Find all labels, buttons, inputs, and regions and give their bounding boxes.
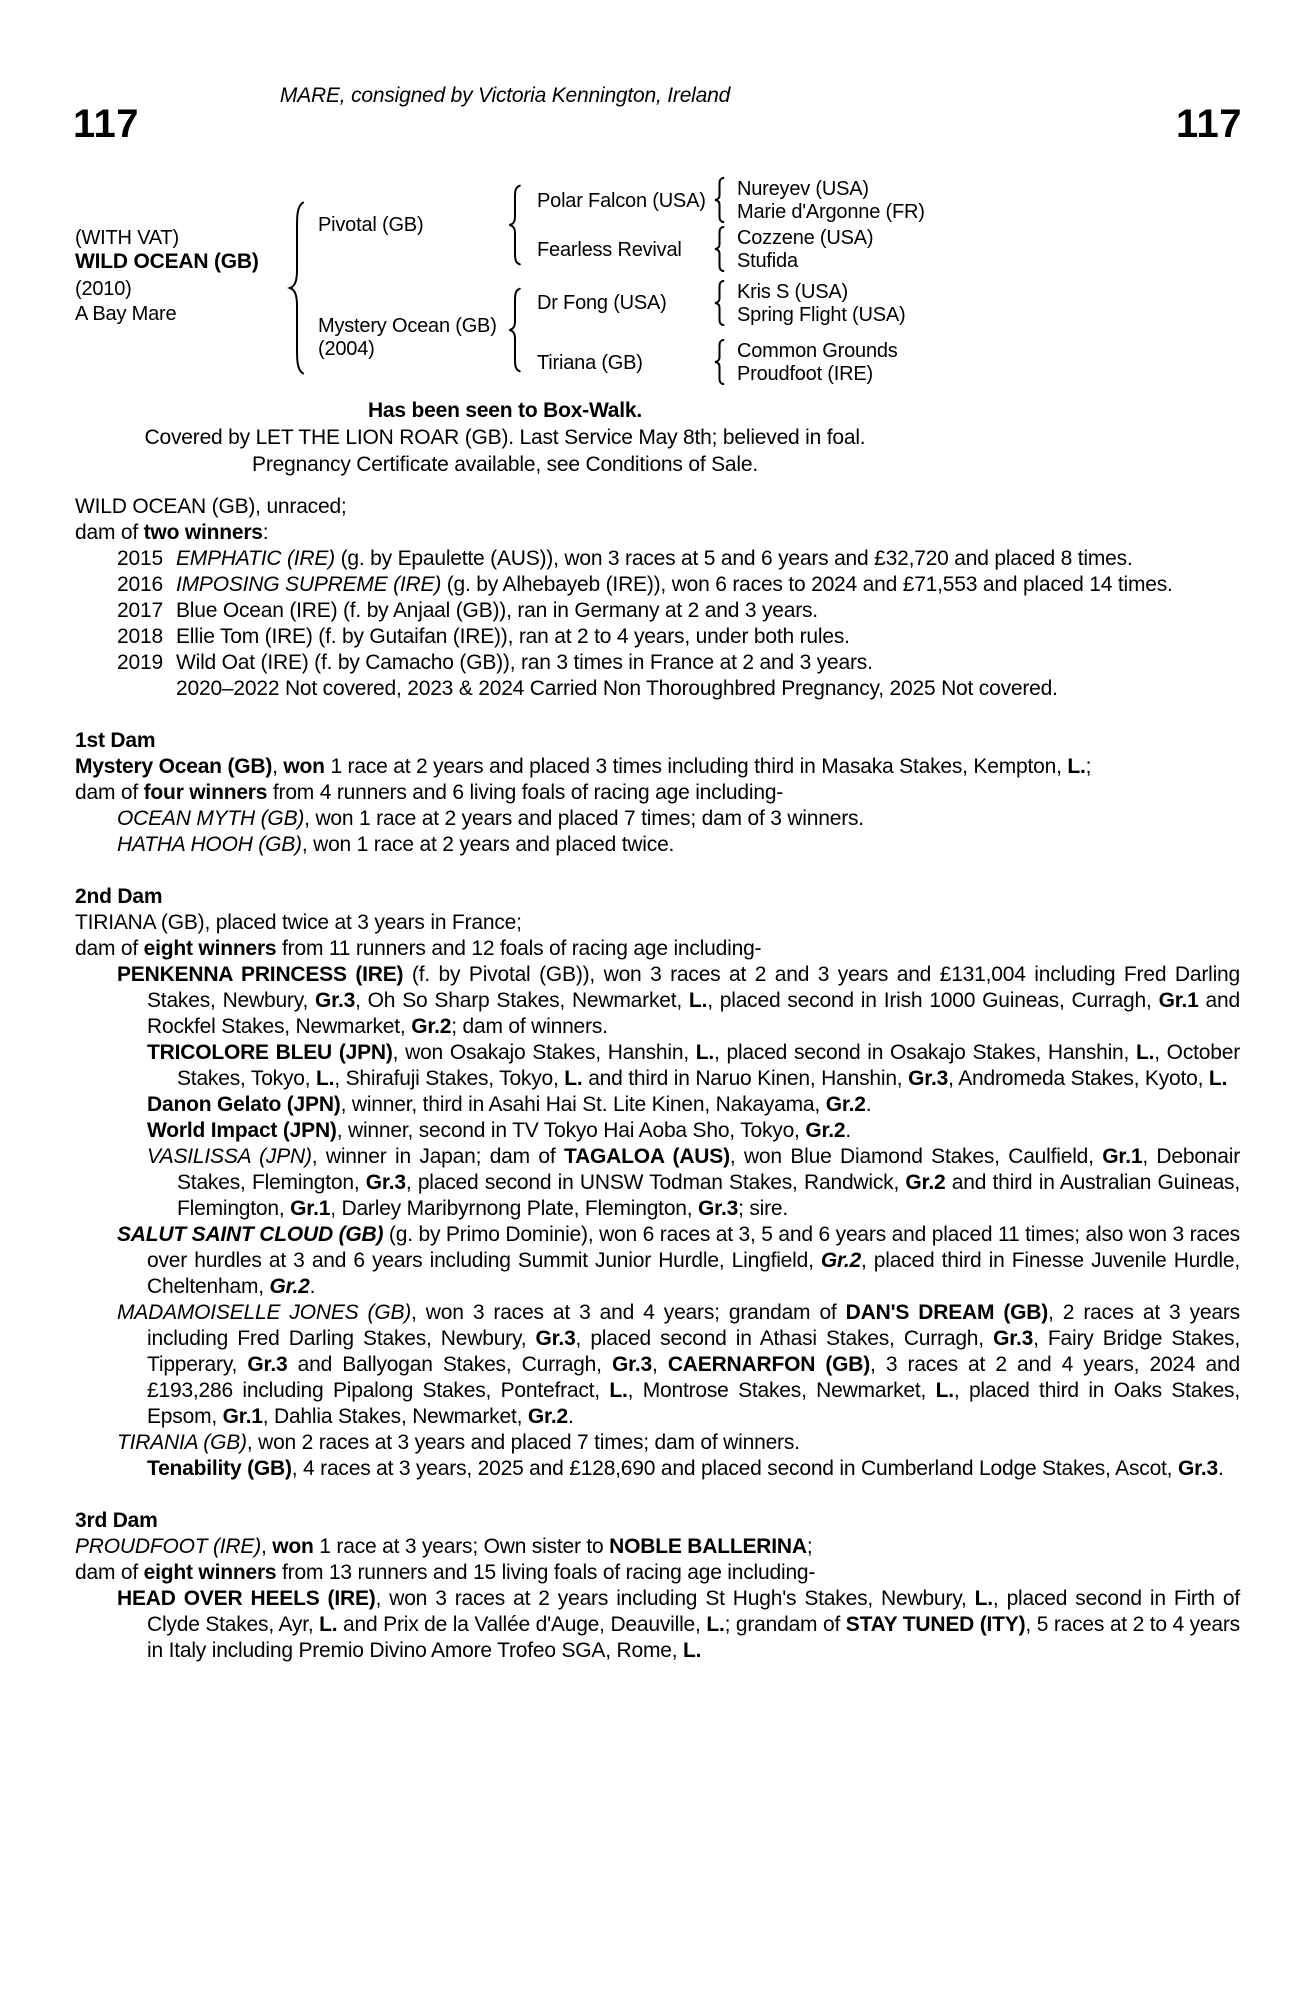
boxwalk-notice: Has been seen to Box-Walk.	[367, 399, 643, 422]
produce-year: 2016	[117, 573, 163, 596]
pedigree-text-paragraph: TRICOLORE BLEU (JPN), won Osakajo Stakes, Hanshin, L., placed second in Osakajo Stakes, Hanshin, L., October Stakes, Tokyo, L., Shirafuji Stakes, Tokyo, L. and third in Naruo Kinen, Hanshin, Gr.3, Andromeda Stakes, Kyoto, L.	[147, 1041, 1240, 1090]
pedigree-text-paragraph: dam of two winners:	[75, 521, 269, 544]
pedigree-gen3-name: Kris S (USA)	[737, 281, 848, 303]
lot-number-right: 117	[1175, 102, 1242, 146]
produce-text: Blue Ocean (IRE) (f. by Anjaal (GB)), ran in Germany at 2 and 3 years.	[176, 599, 818, 622]
pedigree-brace-dam	[507, 287, 523, 373]
pedigree-gen2-name: Tiriana (GB)	[537, 352, 643, 374]
produce-record-row	[75, 676, 1240, 702]
pedigree-sire: Pivotal (GB)	[318, 214, 424, 236]
pedigree-gen3-name: Marie d'Argonne (FR)	[737, 201, 925, 223]
catalogue-body	[75, 494, 1240, 1664]
produce-text: IMPOSING SUPREME (IRE) (g. by Alhebayeb (IRE)), won 6 races to 2024 and £71,553 and placed 14 times.	[176, 573, 1173, 596]
pedigree-brace-gen3	[713, 177, 726, 223]
sale-notices	[75, 397, 935, 478]
pedigree-text-paragraph: VASILISSA (JPN), winner in Japan; dam of TAGALOA (AUS), won Blue Diamond Stakes, Caulfield, Gr.1, Debonair Stakes, Flemington, Gr.3, placed second in UNSW Todman Stakes, Randwick, Gr.2 and third in Australian Guineas, Flemington, Gr.1, Darley Maribyrnong Plate, Flemington, Gr.3; sire.	[147, 1145, 1241, 1220]
pedigree-text-paragraph: TIRANIA (GB), won 2 races at 3 years and placed 7 times; dam of winners.	[117, 1431, 800, 1454]
pedigree-text-paragraph: HATHA HOOH (GB), won 1 race at 2 years and placed twice.	[117, 833, 675, 856]
pedigree-gen2-name: Dr Fong (USA)	[537, 292, 667, 314]
pedigree-text-paragraph: PENKENNA PRINCESS (IRE) (f. by Pivotal (GB)), won 3 races at 2 and 3 years and £131,004 including Fred Darling Stakes, Newbury, Gr.3, Oh So Sharp Stakes, Newmarket, L., placed second in Irish 1000 Guineas, Curragh, Gr.1 and Rockfel Stakes, Newmarket, Gr.2; dam of winners.	[117, 963, 1240, 1038]
produce-text: 2020–2022 Not covered, 2023 & 2024 Carried Non Thoroughbred Pregnancy, 2025 Not covered.	[176, 677, 1058, 700]
dam-heading: 2nd Dam	[75, 885, 163, 908]
produce-text: EMPHATIC (IRE) (g. by Epaulette (AUS)), won 3 races at 5 and 6 years and £32,720 and placed 8 times.	[176, 547, 1133, 570]
pedigree-gen2-name: Polar Falcon (USA)	[537, 190, 706, 212]
pedigree-brace-gen3	[713, 280, 726, 326]
dam-heading: 3rd Dam	[75, 1509, 158, 1532]
pregnancy-certificate-notice: Pregnancy Certificate available, see Conditions of Sale.	[252, 453, 758, 476]
produce-record-row	[75, 546, 1240, 572]
pedigree-text-paragraph: TIRIANA (GB), placed twice at 3 years in France;	[75, 911, 522, 934]
pedigree-text-paragraph: HEAD OVER HEELS (IRE), won 3 races at 2 years including St Hugh's Stakes, Newbury, L., placed second in Firth of Clyde Stakes, Ayr, L. and Prix de la Vallée d'Auge, Deauville, L.; grandam of STAY TUNED (ITY), 5 races at 2 to 4 years in Italy including Premio Divino Amore Trofeo SGA, Rome, L.	[117, 1587, 1240, 1662]
pedigree-text-paragraph: dam of four winners from 4 runners and 6 living foals of racing age including-	[75, 781, 784, 804]
consignor-line: MARE, consigned by Victoria Kennington, Ireland	[279, 84, 731, 107]
pedigree-text-paragraph: dam of eight winners from 11 runners and 12 foals of racing age including-	[75, 937, 762, 960]
lot-number-left: 117	[73, 102, 140, 146]
pedigree-text-paragraph: Danon Gelato (JPN), winner, third in Asahi Hai St. Lite Kinen, Nakayama, Gr.2.	[147, 1093, 872, 1116]
lot-name: WILD OCEAN (GB)	[75, 250, 259, 273]
produce-record-row	[75, 598, 1240, 624]
pedigree-gen3-name: Nureyev (USA)	[737, 178, 869, 200]
lot-foaling-year: (2010)	[75, 278, 132, 300]
pedigree-text-paragraph: MADAMOISELLE JONES (GB), won 3 races at 3 and 4 years; grandam of DAN'S DREAM (GB), 2 races at 3 years including Fred Darling Stakes, Newbury, Gr.3, placed second in Athasi Stakes, Curragh, Gr.3, Fairy Bridge Stakes, Tipperary, Gr.3 and Ballyogan Stakes, Curragh, Gr.3, CAERNARFON (GB), 3 races at 2 and 4 years, 2024 and £193,286 including Pipalong Stakes, Pontefract, L., Montrose Stakes, Newmarket, L., placed third in Oaks Stakes, Epsom, Gr.1, Dahlia Stakes, Newmarket, Gr.2.	[117, 1301, 1240, 1428]
produce-record-row	[75, 650, 1240, 676]
produce-year: 2015	[117, 547, 163, 570]
pedigree-gen3-name: Spring Flight (USA)	[737, 304, 906, 326]
pedigree-dam-year: (2004)	[318, 338, 375, 360]
pedigree-text-paragraph: PROUDFOOT (IRE), won 1 race at 3 years; Own sister to NOBLE BALLERINA;	[75, 1535, 813, 1558]
pedigree-text-paragraph: dam of eight winners from 13 runners and 15 living foals of racing age including-	[75, 1561, 816, 1584]
produce-year: 2018	[117, 625, 163, 648]
pedigree-text-paragraph: OCEAN MYTH (GB), won 1 race at 2 years and placed 7 times; dam of 3 winners.	[117, 807, 864, 830]
pedigree-gen3-name: Common Grounds	[737, 340, 898, 362]
pedigree-dam: Mystery Ocean (GB)	[318, 315, 497, 337]
pedigree-text-paragraph: Tenability (GB), 4 races at 3 years, 2025 and £128,690 and placed second in Cumberland Lodge Stakes, Ascot, Gr.3.	[147, 1457, 1224, 1480]
produce-record-row	[75, 624, 1240, 650]
dam-heading: 1st Dam	[75, 729, 156, 752]
pedigree-text-paragraph: SALUT SAINT CLOUD (GB) (g. by Primo Dominie), won 6 races at 3, 5 and 6 years and placed 11 times; also won 3 races over hurdles at 3 and 6 years including Summit Junior Hurdle, Lingfield, Gr.2, placed third in Finesse Juvenile Hurdle, Cheltenham, Gr.2.	[117, 1223, 1241, 1298]
pedigree-gen3-name: Cozzene (USA)	[737, 227, 874, 249]
lot-description: A Bay Mare	[75, 303, 177, 325]
pedigree-gen2-name: Fearless Revival	[537, 239, 682, 261]
produce-text: Wild Oat (IRE) (f. by Camacho (GB)), ran 3 times in France at 2 and 3 years.	[176, 651, 873, 674]
pedigree-brace-sire	[507, 184, 523, 266]
pedigree-gen3-name: Stufida	[737, 250, 798, 272]
pedigree-brace-gen3	[713, 226, 726, 272]
produce-year	[117, 676, 176, 702]
pedigree-text-paragraph: Mystery Ocean (GB), won 1 race at 2 years and placed 3 times including third in Masaka Stakes, Kempton, L.;	[75, 755, 1092, 778]
pedigree-brace-gen3	[713, 339, 726, 385]
vat-note: (WITH VAT)	[75, 227, 179, 249]
pedigree-brace-gen1	[287, 199, 307, 377]
produce-year: 2019	[117, 651, 163, 674]
pedigree-gen3-name: Proudfoot (IRE)	[737, 363, 873, 385]
covering-notice: Covered by LET THE LION ROAR (GB). Last Service May 8th; believed in foal.	[144, 426, 866, 449]
pedigree-text-paragraph: World Impact (JPN), winner, second in TV Tokyo Hai Aoba Sho, Tokyo, Gr.2.	[147, 1119, 852, 1142]
produce-record-row	[75, 572, 1240, 598]
produce-text: Ellie Tom (IRE) (f. by Gutaifan (IRE)), ran at 2 to 4 years, under both rules.	[176, 625, 850, 648]
pedigree-text-paragraph: WILD OCEAN (GB), unraced;	[75, 495, 347, 518]
produce-year: 2017	[117, 599, 163, 622]
